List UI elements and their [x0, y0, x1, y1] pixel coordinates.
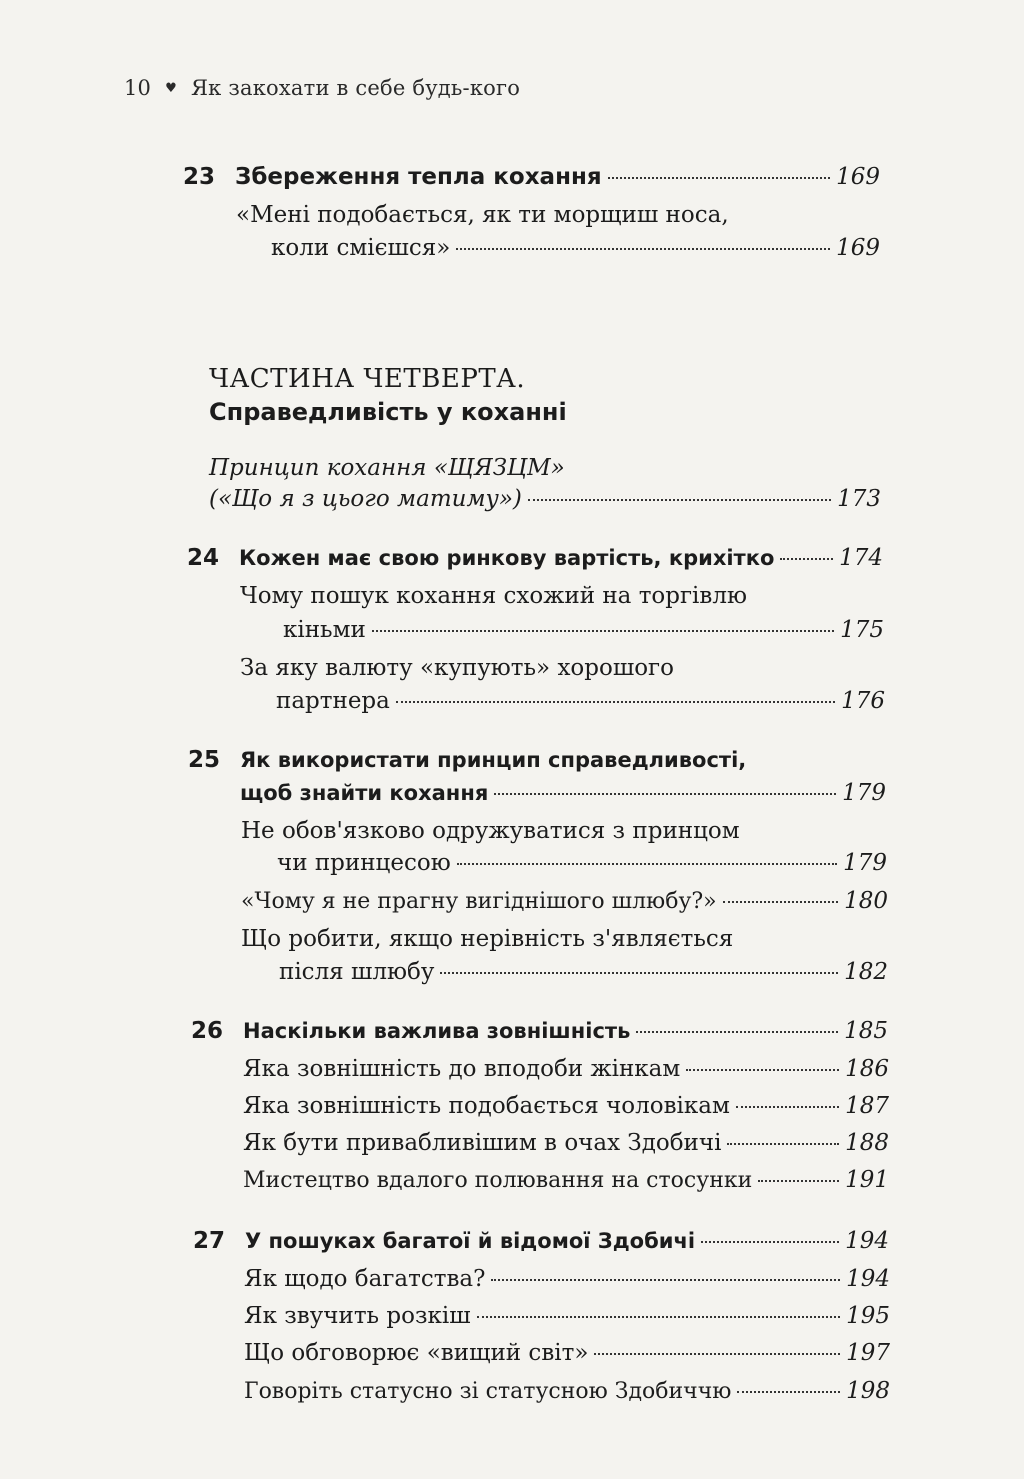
- leader-dots: [594, 1353, 840, 1355]
- chapter-number: 24: [187, 545, 220, 571]
- part-subtitle: Справедливість у коханні: [209, 398, 567, 426]
- leader-dots: [727, 1143, 839, 1145]
- toc-subentry-25-2[interactable]: [241, 888, 888, 916]
- chapter-title: Збереження тепла кохання: [235, 164, 602, 190]
- toc-subentry-line[interactable]: Чому пошук кохання схожий на торгівлю: [240, 583, 747, 609]
- chapter-title: щоб знайти кохання: [240, 781, 489, 805]
- leader-dots: [477, 1316, 840, 1318]
- book-title: Як закохати в себе будь-кого: [190, 76, 521, 100]
- leader-dots: [528, 499, 831, 501]
- chapter-number: 25: [188, 747, 221, 773]
- page-ref: 188: [845, 1130, 889, 1156]
- subentry-title: Як щодо багатства?: [244, 1266, 486, 1292]
- toc-chapter-25-line1[interactable]: [188, 747, 888, 775]
- subentry-title: Як звучить розкіш: [244, 1303, 471, 1329]
- page-ref: 174: [839, 545, 883, 571]
- page-ref: 194: [846, 1266, 890, 1292]
- subentry-title: Яка зовнішність до вподоби жінкам: [243, 1056, 681, 1082]
- leader-dots: [723, 901, 838, 903]
- page-ref: 169: [836, 164, 880, 190]
- chapter-number: 27: [193, 1228, 226, 1254]
- toc-subentry-26-1[interactable]: [243, 1056, 889, 1084]
- page-ref: 185: [844, 1018, 888, 1044]
- subentry-title: («Що я з цього матиму»): [209, 486, 522, 512]
- page-ref: 186: [845, 1056, 889, 1082]
- page-number: 10: [124, 76, 152, 100]
- leader-dots: [440, 972, 838, 974]
- leader-dots: [780, 558, 833, 560]
- page-ref: 169: [836, 235, 880, 261]
- leader-dots: [608, 177, 830, 179]
- toc-subentry-25-3[interactable]: [279, 959, 888, 987]
- leader-dots: [758, 1180, 839, 1182]
- subentry-title: Говоріть статусно зі статусною Здобиччю: [244, 1379, 732, 1404]
- page-ref: 176: [841, 688, 885, 714]
- leader-dots: [372, 630, 834, 632]
- chapter-title: Як використати принцип справедливості,: [240, 748, 747, 772]
- toc-subentry-line[interactable]: За яку валюту «купують» хорошого: [240, 655, 674, 681]
- subentry-title: партнера: [276, 688, 390, 714]
- chapter-title: Наскільки важлива зовнішність: [243, 1019, 631, 1043]
- leader-dots: [701, 1241, 839, 1243]
- page-ref: 194: [845, 1228, 889, 1254]
- toc-subentry-26-4[interactable]: [243, 1167, 889, 1195]
- subentry-title: «Чому я не прагну вигіднішого шлюбу?»: [241, 889, 717, 914]
- subentry-title: кіньми: [283, 617, 366, 643]
- chapter-number: 23: [183, 164, 216, 190]
- leader-dots: [736, 1106, 839, 1108]
- leader-dots: [396, 701, 835, 703]
- page-ref: 191: [845, 1167, 889, 1193]
- running-header: [124, 76, 520, 100]
- part-title: ЧАСТИНА ЧЕТВЕРТА.: [209, 364, 526, 394]
- leader-dots: [737, 1391, 840, 1393]
- chapter-title: Кожен має свою ринкову вартість, крихітко: [239, 546, 775, 570]
- chapter-title: У пошуках багатої й відомої Здобичі: [245, 1229, 696, 1253]
- page-ref: 197: [846, 1340, 890, 1366]
- subentry-title: Як бути привабливішим в очах Здобичі: [243, 1130, 722, 1156]
- toc-chapter-26[interactable]: [191, 1018, 888, 1046]
- page-ref: 195: [846, 1303, 890, 1329]
- toc-subentry-line[interactable]: Не обов'язково одружуватися з принцом: [241, 818, 740, 844]
- page-ref: 187: [845, 1093, 889, 1119]
- heart-icon: ♥: [165, 81, 177, 96]
- leader-dots: [686, 1069, 839, 1071]
- toc-subentry-27-2[interactable]: [244, 1303, 890, 1331]
- page-ref: 182: [844, 959, 888, 985]
- subentry-title: Мистецтво вдалого полювання на стосунки: [243, 1168, 753, 1193]
- page-ref: 179: [842, 780, 886, 806]
- leader-dots: [491, 1279, 840, 1281]
- leader-dots: [636, 1031, 838, 1033]
- toc-subentry-24-2[interactable]: [276, 688, 885, 716]
- leader-dots: [457, 863, 837, 865]
- page-ref: 175: [840, 617, 884, 643]
- leader-dots: [456, 248, 830, 250]
- page-ref: 173: [837, 486, 881, 512]
- subentry-title: чи принцесою: [277, 850, 451, 876]
- toc-subentry-27-3[interactable]: [244, 1340, 890, 1368]
- leader-dots: [494, 793, 836, 795]
- part-principle-line[interactable]: Принцип кохання «ЩЯЗЦМ»: [209, 455, 565, 481]
- page-ref: 198: [846, 1378, 890, 1404]
- toc-subentry-24-1[interactable]: [283, 617, 884, 645]
- toc-chapter-23[interactable]: [183, 164, 880, 192]
- toc-chapter-25[interactable]: [240, 780, 886, 808]
- subentry-title: Яка зовнішність подобається чоловікам: [243, 1093, 730, 1119]
- toc-subentry-23-1[interactable]: [271, 235, 880, 263]
- page-ref: 180: [844, 888, 888, 914]
- toc-subentry-line[interactable]: «Мені подобається, як ти морщиш носа,: [236, 202, 729, 228]
- toc-part4-principle[interactable]: [209, 486, 881, 514]
- toc-subentry-26-3[interactable]: [243, 1130, 889, 1158]
- toc-subentry-26-2[interactable]: [243, 1093, 889, 1121]
- toc-subentry-line[interactable]: Що робити, якщо нерівність з'являється: [241, 926, 734, 952]
- toc-subentry-27-4[interactable]: [244, 1378, 890, 1406]
- toc-subentry-27-1[interactable]: [244, 1266, 890, 1294]
- chapter-number: 26: [191, 1018, 224, 1044]
- subentry-title: Що обговорює «вищий світ»: [244, 1340, 589, 1366]
- toc-subentry-25-1[interactable]: [277, 850, 887, 878]
- toc-chapter-27[interactable]: [193, 1228, 889, 1256]
- subentry-title: коли смієшся»: [271, 235, 451, 261]
- subentry-title: після шлюбу: [279, 959, 435, 985]
- toc-chapter-24[interactable]: [187, 545, 883, 573]
- page-ref: 179: [843, 850, 887, 876]
